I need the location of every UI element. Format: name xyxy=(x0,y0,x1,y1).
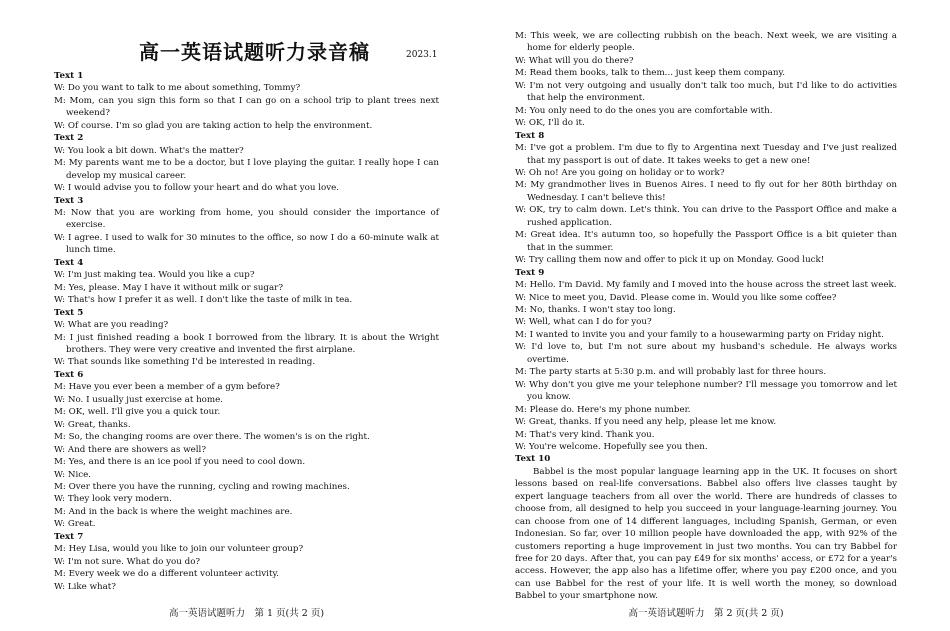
passage-paragraph: Babbel is the most popular language learning app in the UK. It focuses on short lessons based on real-life conversations. Babbel also offers live classes taught by expert language teachers from all over the world. There are hundreds of classes to choose from, all designed to help you succeed in your language-learning journey. You can choose from one of 14 different languages, including Spanish, German, or even Indonesian. So far, over 10 million people have downloaded the app, with 92% of the customers reporting a huge improvement in just two months. You can try Babbel for free for 20 days. After that, you can pay £49 for six months' access, or £72 for a year's access. However, the app also has a lifetime offer, where you pay £200 once, and you can use Babbel for the rest of your life. It is well worth the money, so download Babbel to your smartphone now. xyxy=(515,466,897,602)
dialogue-line: W: Great, thanks. If you need any help, please let me know. xyxy=(515,417,777,428)
dialogue-line: M: Yes, and there is an ice pool if you need to cool down. xyxy=(54,457,306,468)
dialogue-line: W: OK, try to calm down. Let's think. You can drive to the Passport Office and make a rushed application. xyxy=(515,205,897,228)
dialogue-line: W: No. I usually just exercise at home. xyxy=(54,394,224,405)
dialogue-line: W: Oh no! Are you going on holiday or to work? xyxy=(515,167,725,178)
dialogue-line: W: Well, what can I do for you? xyxy=(515,317,652,328)
dialogue-line: M: Over there you have the running, cycling and rowing machines. xyxy=(54,481,350,492)
dialogue-line: M: Now that you are working from home, you should consider the importance of exercise. xyxy=(54,207,439,231)
dialogue-line: W: I would advise you to follow your heart and do what you love. xyxy=(54,183,340,194)
page-2 xyxy=(475,0,950,631)
section-heading: Text 7 xyxy=(54,531,84,542)
section-heading: Text 8 xyxy=(515,130,545,141)
dialogue-line: W: Try calling them now and offer to pick it up on Monday. Good luck! xyxy=(515,255,825,266)
dialogue-line: W: You're welcome. Hopefully see you then. xyxy=(515,441,708,452)
dialogue-line: W: And there are showers as well? xyxy=(54,444,206,455)
page-footer-2: 高一英语试题听力 第 2 页(共 2 页) xyxy=(628,608,784,619)
document-date: 2023.1 xyxy=(406,50,438,60)
dialogue-line: M: Have you ever been a member of a gym before? xyxy=(54,382,280,393)
dialogue-line: M: Great idea. It's autumn too, so hopefully the Passport Office is a bit quieter than that in the summer. xyxy=(515,230,897,253)
document-title: 高一英语试题听力录音稿 xyxy=(139,40,370,64)
dialogue-line: W: Nice to meet you, David. Please come in. Would you like some coffee? xyxy=(515,292,837,303)
dialogue-line: M: My parents want me to be a doctor, but I love playing the guitar. I really hope I can develop my musical career. xyxy=(54,158,439,181)
section-heading: Text 9 xyxy=(515,267,545,278)
dialogue-line: W: OK, I'll do it. xyxy=(515,118,585,129)
dialogue-line: M: Yes, please. May I have it without milk or sugar? xyxy=(54,282,283,293)
dialogue-line: W: Why don't you give me your telephone number? I'll message you tomorrow and let you know. xyxy=(515,379,897,403)
dialogue-line: M: Mom, can you sign this form so that I can go on a school trip to plant trees next weekend? xyxy=(54,95,439,119)
dialogue-line: M: Hey Lisa, would you like to join our volunteer group? xyxy=(54,544,304,555)
dialogue-line: M: I've got a problem. I'm due to fly to Argentina next Tuesday and I've just realized that my passport is out of date. It takes weeks to get a new one! xyxy=(515,143,897,166)
dialogue-line: M: And in the back is where the weight machines are. xyxy=(54,506,293,517)
dialogue-line: W: They look very modern. xyxy=(54,494,172,505)
title-row xyxy=(54,0,439,70)
transcript-body-page-2 xyxy=(515,0,897,603)
section-heading: Text 3 xyxy=(54,195,84,206)
section-heading: Text 4 xyxy=(54,257,84,268)
dialogue-line: W: Great. xyxy=(54,519,96,530)
section-heading: Text 1 xyxy=(54,71,84,81)
dialogue-line: W: I agree. I used to walk for 30 minutes to the office, so now I do a 60-minute walk at lunch time. xyxy=(54,232,439,256)
dialogue-line: W: That's how I prefer it as well. I don't like the taste of milk in tea. xyxy=(54,295,353,306)
dialogue-line: W: What will you do there? xyxy=(515,55,634,66)
section-heading: Text 2 xyxy=(54,133,84,144)
dialogue-line: M: My grandmother lives in Buenos Aires. I need to fly out for her 80th birthday on Wednesday. I can't believe this! xyxy=(515,180,897,203)
dialogue-line: W: Great, thanks. xyxy=(54,419,131,430)
transcript-body-page-1 xyxy=(54,70,439,593)
dialogue-line: W: Of course. I'm so glad you are taking action to help the environment. xyxy=(54,120,373,131)
dialogue-line: M: I wanted to invite you and your family to a housewarming party on Friday night. xyxy=(515,329,884,340)
dialogue-line: W: I'm just making tea. Would you like a cup? xyxy=(54,270,255,281)
dialogue-line: M: OK, well. I'll give you a quick tour. xyxy=(54,407,221,418)
dialogue-line: M: Please do. Here's my phone number. xyxy=(515,404,691,415)
dialogue-line: M: No, thanks. I won't stay too long. xyxy=(515,304,676,315)
dialogue-line: M: Read them books, talk to them... just keep them company. xyxy=(515,68,786,79)
section-heading: Text 5 xyxy=(54,307,84,318)
dialogue-line: W: I'd love to, but I'm not sure about my husband's schedule. He always works overtime. xyxy=(515,342,897,365)
dialogue-line: M: The party starts at 5:30 p.m. and will probably last for three hours. xyxy=(515,367,827,378)
dialogue-line: M: This week, we are collecting rubbish on the beach. Next week, we are visiting a home for elderly people. xyxy=(515,31,897,54)
section-heading: Text 6 xyxy=(54,369,84,380)
dialogue-line: W: I'm not very outgoing and usually don't talk too much, but I'd like to do activities that help the environment. xyxy=(515,80,897,104)
dialogue-line: W: You look a bit down. What's the matter? xyxy=(54,145,244,156)
dialogue-line: W: That sounds like something I'd be interested in reading. xyxy=(54,357,316,368)
dialogue-line: M: Every week we do a different volunteer activity. xyxy=(54,569,279,580)
dialogue-line: W: I'm not sure. What do you do? xyxy=(54,556,201,567)
dialogue-line: W: What are you reading? xyxy=(54,320,169,331)
dialogue-line: M: You only need to do the ones you are comfortable with. xyxy=(515,105,773,116)
page-footer-1: 高一英语试题听力 第 1 页(共 2 页) xyxy=(168,608,325,619)
section-heading: Text 10 xyxy=(515,454,551,465)
dialogue-line: W: Like what? xyxy=(54,581,116,592)
dialogue-line: M: Hello. I'm David. My family and I moved into the house across the street last week. xyxy=(515,280,897,291)
dialogue-line: M: That's very kind. Thank you. xyxy=(515,429,655,440)
dialogue-line: W: Do you want to talk to me about something, Tommy? xyxy=(54,83,301,94)
dialogue-line: M: I just finished reading a book I borrowed from the library. It is about the Wright brothers. They were very creative and invented the first airplane. xyxy=(54,332,439,355)
dialogue-line: M: So, the changing rooms are over there. The women's is on the right. xyxy=(54,432,370,443)
dialogue-line: W: Nice. xyxy=(54,469,92,480)
